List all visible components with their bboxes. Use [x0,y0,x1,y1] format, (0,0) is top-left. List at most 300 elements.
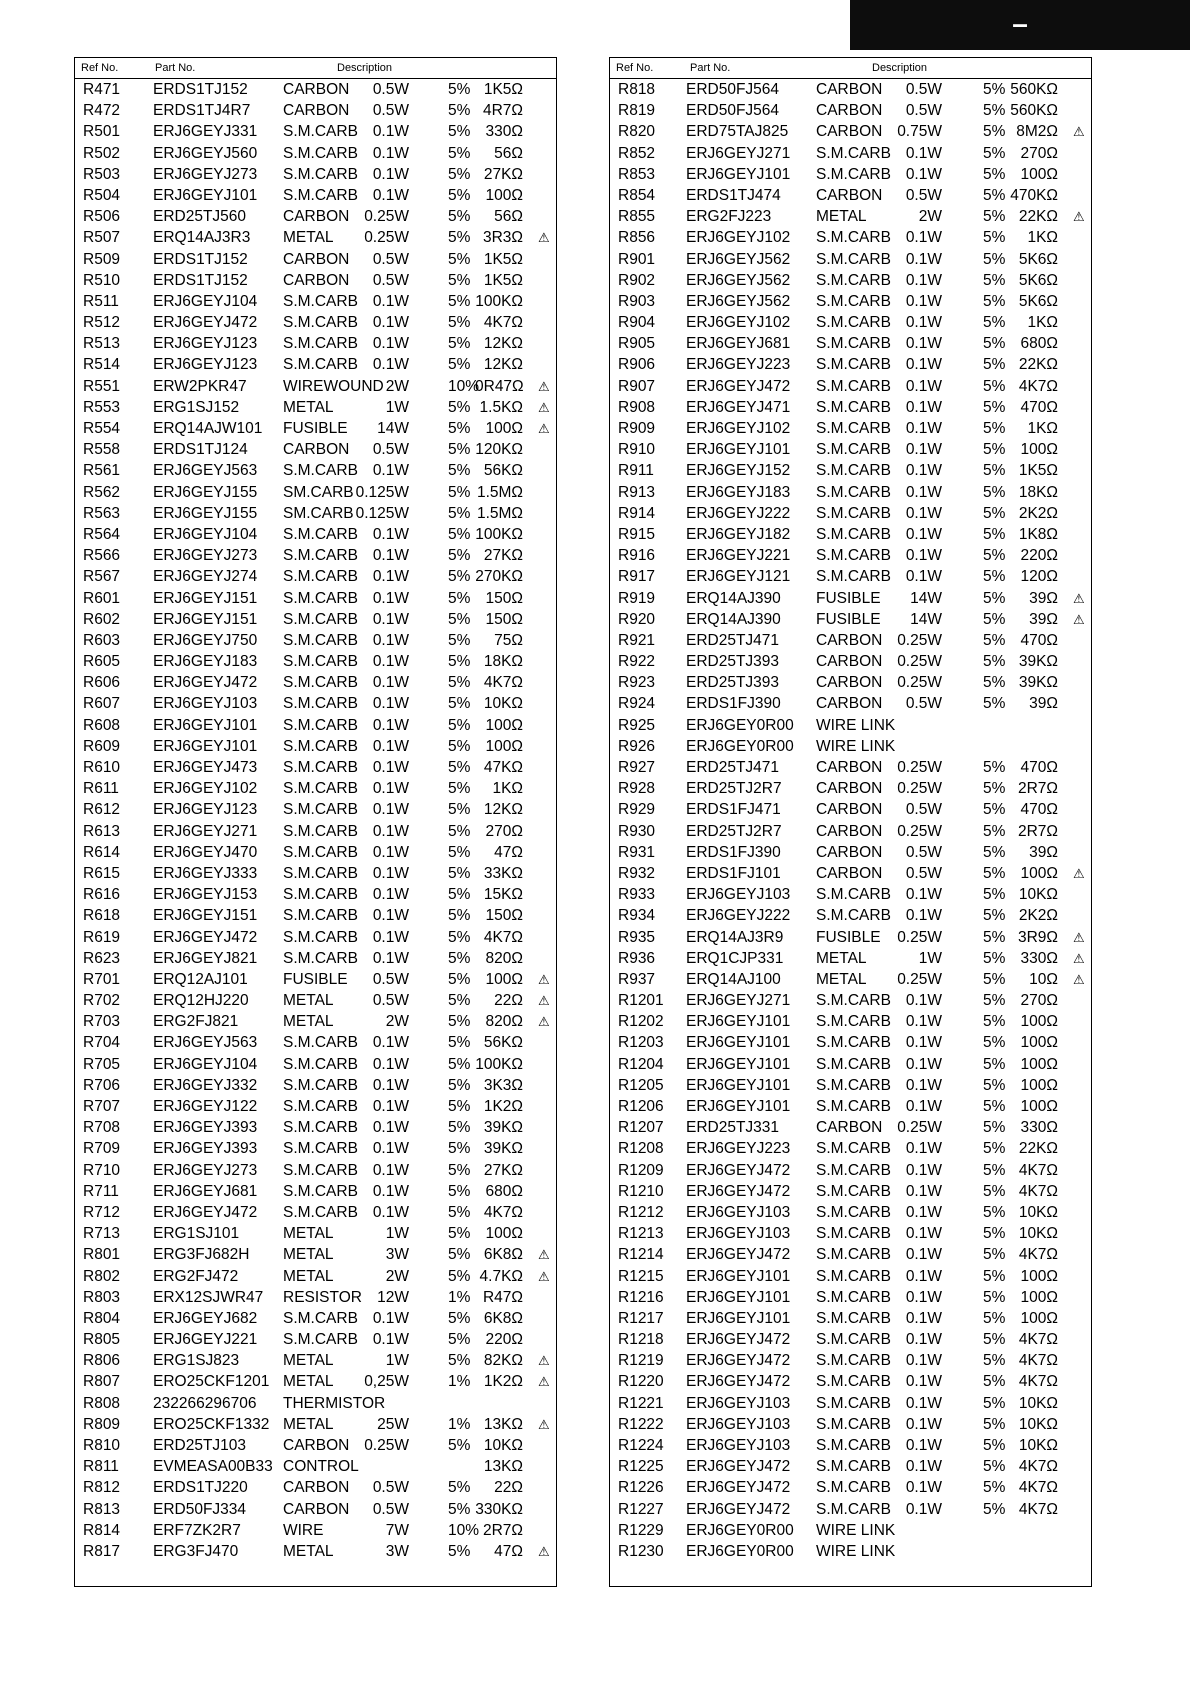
resistance-value: 4K7Ω [1018,1161,1058,1179]
tolerance: 5% [983,1309,1006,1327]
component-type: S.M.CARB [816,441,891,459]
table-row [75,693,556,714]
ref-no: R1206 [618,1098,664,1115]
resistance-value: 4K7Ω [1018,377,1058,395]
wattage: 0.1W [372,631,409,649]
component-type: METAL [816,949,867,967]
wattage: 0.1W [905,229,942,247]
resistance-value: 4K7Ω [1018,1373,1058,1391]
part-no: ERJ6GEYJ123 [153,801,258,819]
table-row [75,757,556,778]
component-type: S.M.CARB [283,716,358,734]
resistance-value: 5K6Ω [1018,292,1058,310]
ref-no: R915 [618,525,656,543]
table-row [610,736,1091,757]
part-no: ERG1SJ101 [153,1225,240,1243]
ref-no: R616 [83,886,121,904]
table-row [610,1350,1091,1371]
table-row [75,1054,556,1075]
component-type: S.M.CARB [816,1267,891,1285]
component-type: METAL [816,970,867,988]
resistance-value: 4K7Ω [483,928,523,946]
ref-no: R924 [618,695,656,713]
ref-no: R623 [83,949,121,967]
resistance-value: 10KΩ [1018,1437,1058,1454]
component-type: METAL [283,992,334,1010]
component-type: RESISTOR [283,1288,362,1306]
part-no: ERD25TJ103 [153,1437,247,1454]
component-type: S.M.CARB [816,1161,891,1179]
part-no: ERDS1FJ390 [686,843,781,861]
part-no: ERJ6GEY0R00 [686,737,794,755]
part-no: ERJ6GEYJ101 [153,186,258,204]
table-row [75,503,556,524]
component-type: S.M.CARB [816,144,891,162]
component-type: S.M.CARB [283,1182,358,1200]
resistance-value: 100Ω [485,1225,523,1243]
table-row [75,1414,556,1435]
tolerance: 5% [983,547,1006,565]
part-no: ERJ6GEYJ151 [153,907,258,925]
wattage: 0.1W [372,144,409,162]
table-row [75,1223,556,1244]
table-row [75,121,556,142]
part-no: ERDS1FJ471 [686,801,781,819]
wattage: 0.125W [355,483,409,501]
component-type: S.M.CARB [816,483,891,501]
component-type: CARBON [283,208,350,226]
part-no: ERJ6GEYJ472 [153,314,258,332]
tolerance: 5% [983,843,1006,861]
resistance-value: 100Ω [1020,1288,1058,1306]
tolerance: 5% [983,250,1006,268]
component-type: S.M.CARB [816,568,891,586]
table-row [75,927,556,948]
ref-no: R502 [83,144,121,162]
tolerance: 5% [448,610,471,628]
tolerance: 5% [983,1479,1006,1497]
table-row [610,1520,1091,1541]
ref-no: R504 [83,186,121,204]
wattage: 0.1W [372,335,409,353]
part-no: ERJ6GEYJ393 [153,1119,258,1137]
component-type: S.M.CARB [283,314,358,332]
ref-no: R925 [618,716,656,734]
ref-no: R930 [618,822,656,840]
resistance-value: 100Ω [485,737,523,755]
safety-warning-icon: ⚠ [1073,611,1085,627]
ref-no: R923 [618,674,656,692]
tolerance: 1% [448,1288,471,1306]
table-row [610,1266,1091,1287]
part-no: ERJ6GEYJ152 [686,462,791,480]
tolerance: 5% [448,949,471,967]
resistance-value: 1KΩ [1027,229,1058,247]
table-row [75,291,556,312]
table-row [610,1181,1091,1202]
component-type: S.M.CARB [816,1203,891,1221]
component-type: CARBON [816,822,883,840]
tolerance: 10% [448,1521,480,1539]
part-no: ERX12SJWR47 [153,1288,264,1306]
component-type: METAL [283,1267,334,1285]
safety-warning-icon: ⚠ [1073,124,1085,140]
resistance-value: 820Ω [485,1013,523,1031]
resistance-value: 330Ω [1020,949,1058,967]
component-type: METAL [283,398,334,416]
header-description: Description [872,62,928,74]
table-row [75,842,556,863]
safety-warning-icon: ⚠ [538,421,550,436]
wattage: 0.1W [372,822,409,840]
ref-no: R916 [618,547,656,565]
table-row [610,969,1091,990]
resistance-value: 4K7Ω [1018,1331,1058,1349]
table-row [610,164,1091,185]
component-type: S.M.CARB [283,843,358,861]
tolerance: 5% [448,1437,471,1454]
table-row [610,121,1091,142]
table-row [610,630,1091,651]
resistance-value: 100Ω [485,716,523,734]
table-body [610,79,1091,1562]
part-no: ERJ6GEYJ101 [686,441,791,459]
resistance-value: 4K7Ω [483,674,523,692]
ref-no: R710 [83,1161,121,1179]
tolerance: 5% [448,674,471,692]
resistance-value: 680Ω [485,1182,523,1200]
table-row [610,439,1091,460]
wattage: 2W [385,1267,409,1285]
resistance-value: 270Ω [1020,144,1058,162]
resistance-value: 100Ω [1020,1309,1058,1327]
component-type: S.M.CARB [283,780,358,798]
tolerance: 5% [448,1182,471,1200]
ref-no: R929 [618,801,656,819]
wattage: 0.25W [897,631,942,649]
part-no: ERJ6GEYJ101 [153,716,258,734]
part-no: ERJ6GEYJ102 [686,229,791,247]
ref-no: R711 [83,1182,119,1200]
resistance-value: 470KΩ [1010,186,1058,204]
part-no: ERDS1TJ220 [153,1479,248,1497]
tolerance: 5% [983,1140,1006,1158]
part-no: ERJ6GEYJ273 [153,547,258,565]
ref-no: R509 [83,250,121,268]
part-no: ERD25TJ2R7 [686,780,782,798]
tolerance: 5% [448,1098,471,1115]
wattage: 0.1W [905,1076,942,1094]
table-row [610,1329,1091,1350]
table-row [75,1266,556,1287]
ref-no: R703 [83,1013,121,1031]
part-no: ERJ6GEYJ563 [153,462,258,480]
part-no: ERQ14AJ390 [686,589,781,607]
part-no: ERJ6GEY0R00 [686,716,794,734]
wattage: 0.1W [905,250,942,268]
wattage: 0.1W [372,1309,409,1327]
component-type: S.M.CARB [283,144,358,162]
wattage: 0.1W [372,292,409,310]
part-no: ERJ6GEYJ393 [153,1140,258,1158]
part-no: ERJ6GEYJ102 [153,780,258,798]
component-type: S.M.CARB [283,589,358,607]
part-no: ERQ14AJ3R3 [153,229,251,247]
component-type: WIRE [283,1521,324,1539]
wattage: 0.1W [905,1437,942,1454]
resistance-value: 4R7Ω [482,102,523,120]
component-type: S.M.CARB [816,1500,891,1518]
component-type: FUSIBLE [816,589,881,607]
ref-no: R503 [83,165,121,183]
tolerance: 5% [983,314,1006,332]
wattage: 0.1W [372,737,409,755]
ref-no: R709 [83,1140,121,1158]
table-header [75,58,556,79]
component-type: METAL [283,1415,334,1433]
wattage: 0.1W [372,928,409,946]
component-type: SM.CARB [283,504,354,522]
ref-no: R902 [618,271,656,289]
table-row [610,227,1091,248]
part-no: ERJ6GEYJ472 [686,1479,791,1497]
ref-no: R1227 [618,1500,664,1518]
part-no: ERD50FJ334 [153,1500,247,1518]
tolerance: 5% [983,504,1006,522]
wattage: 14W [377,420,409,437]
wattage: 0.1W [905,1415,942,1433]
ref-no: R1229 [618,1521,664,1539]
ref-no: R813 [83,1500,121,1518]
tolerance: 5% [983,907,1006,925]
ref-no: R554 [83,420,121,437]
component-type: S.M.CARB [283,928,358,946]
table-row [610,1393,1091,1414]
table-row [610,1244,1091,1265]
resistance-value: 220Ω [1020,547,1058,565]
component-type: S.M.CARB [283,610,358,628]
table-row [610,185,1091,206]
resistance-value: 39KΩ [1018,674,1058,692]
resistance-value: 1.5MΩ [476,483,523,501]
resistance-value: 39Ω [1029,589,1058,607]
wattage: 1W [918,949,942,967]
component-type: METAL [283,1225,334,1243]
table-row [75,863,556,884]
tolerance: 5% [983,695,1006,713]
safety-warning-icon: ⚠ [538,399,550,415]
component-type: CARBON [283,271,350,289]
resistance-value: 1KΩ [1027,314,1058,332]
part-no: ERD25TJ560 [153,208,247,226]
tolerance: 5% [448,1013,471,1031]
page-tab-label: – [1012,8,1028,39]
resistance-value: 10KΩ [1018,886,1058,904]
ref-no: R914 [618,504,656,522]
resistance-value: 6K8Ω [483,1309,523,1327]
component-type: S.M.CARB [816,525,891,543]
part-no: ERD25TJ393 [686,674,780,692]
table-row [610,312,1091,333]
safety-warning-icon: ⚠ [1073,950,1085,966]
tolerance: 5% [448,123,471,141]
ref-no: R852 [618,144,656,162]
wattage: 0.125W [355,504,409,522]
wattage: 0.1W [905,398,942,416]
resistance-value: 330Ω [485,123,523,141]
resistance-value: 22Ω [494,1479,523,1497]
component-type: CARBON [816,81,883,98]
resistance-value: 4K7Ω [1018,1479,1058,1497]
safety-warning-icon: ⚠ [1073,865,1085,881]
safety-warning-icon: ⚠ [538,378,550,394]
ref-no: R1216 [618,1288,664,1306]
tolerance: 5% [448,229,471,247]
part-no: ERJ6GEYJ104 [153,292,258,310]
part-no: ERJ6GEYJ821 [153,949,258,967]
ref-no: R563 [83,504,121,522]
table-row [75,588,556,609]
ref-no: R501 [83,123,121,141]
wattage: 0.1W [905,1098,942,1115]
ref-no: R853 [618,165,656,183]
part-no: ERJ6GEYJ101 [686,1055,791,1073]
wattage: 0.1W [372,186,409,204]
wattage: 0.1W [905,525,942,543]
ref-no: R909 [618,420,656,437]
ref-no: R561 [83,462,121,480]
tolerance: 5% [448,1331,471,1349]
tolerance: 5% [448,81,471,98]
header-ref: Ref No. [81,62,119,74]
tolerance: 5% [983,992,1006,1010]
tolerance: 5% [983,1331,1006,1349]
resistance-value: 10KΩ [1018,1415,1058,1433]
ref-no: R920 [618,610,656,628]
tolerance: 5% [448,314,471,332]
part-no: ERF7ZK2R7 [153,1521,241,1539]
part-no: EVMEASA00B33 [153,1458,273,1476]
component-type: S.M.CARB [283,1203,358,1221]
table-body [75,79,556,1562]
component-type: S.M.CARB [283,653,358,671]
resistance-value: 4K7Ω [1018,1182,1058,1200]
component-type: S.M.CARB [816,1013,891,1031]
tolerance: 5% [448,1076,471,1094]
ref-no: R856 [618,229,656,247]
ref-no: R1222 [618,1415,664,1433]
ref-no: R610 [83,759,121,776]
table-row [75,545,556,566]
table-row [610,948,1091,969]
resistance-value: 10KΩ [1018,1394,1058,1412]
wattage: 0.5W [905,695,942,713]
tolerance: 5% [983,1055,1006,1073]
resistance-value: 47KΩ [483,759,523,776]
tolerance: 5% [448,801,471,819]
ref-no: R854 [618,186,656,204]
component-type: METAL [283,1542,334,1560]
ref-no: R1225 [618,1458,664,1476]
component-type: S.M.CARB [283,907,358,925]
resistance-value: 10KΩ [483,695,523,713]
component-type: CARBON [816,801,883,819]
ref-no: R818 [618,81,656,98]
ref-no: R1214 [618,1246,664,1264]
ref-no: R513 [83,335,121,353]
tolerance: 5% [448,504,471,522]
wattage: 0.25W [897,759,942,776]
wattage: 0.5W [372,250,409,268]
tolerance: 5% [983,377,1006,395]
ref-no: R708 [83,1119,121,1137]
ref-no: R1218 [618,1331,664,1349]
component-type: S.M.CARB [283,356,358,374]
tolerance: 5% [983,589,1006,607]
wattage: 0.1W [905,1331,942,1349]
resistance-value: 75Ω [494,631,523,649]
wattage: 3W [385,1246,409,1264]
resistance-value: 1K5Ω [483,250,523,268]
component-type: S.M.CARB [816,1415,891,1433]
tolerance: 5% [983,1267,1006,1285]
tolerance: 5% [983,1076,1006,1094]
tolerance: 5% [983,1119,1006,1137]
part-no: ERJ6GEYJ271 [153,822,258,840]
resistance-value: 100Ω [1020,1076,1058,1094]
part-no: ERDS1FJ390 [686,695,781,713]
table-row [610,1117,1091,1138]
resistance-value: 220Ω [485,1331,523,1349]
tolerance: 5% [448,907,471,925]
part-no: ERJ6GEYJ104 [153,525,258,543]
resistance-value: 39KΩ [483,1119,523,1137]
wattage: 0.5W [905,102,942,120]
part-no: ERJ6GEYJ472 [153,928,258,946]
resistance-value: 2R7Ω [1017,822,1058,840]
wattage: 0.1W [905,1352,942,1370]
ref-no: R1212 [618,1203,664,1221]
wattage: 0.5W [372,1479,409,1497]
ref-no: R603 [83,631,121,649]
tolerance: 5% [983,1246,1006,1264]
part-no: ERJ6GEYJ331 [153,123,258,141]
table-row [75,1011,556,1032]
part-no: ERJ6GEYJ122 [153,1098,258,1115]
part-no: ERDS1TJ152 [153,271,248,289]
part-no: ERDS1TJ474 [686,186,781,204]
ref-no: R1221 [618,1394,664,1412]
ref-no: R611 [83,780,119,798]
table-row [75,185,556,206]
resistance-value: 100Ω [485,420,523,437]
wattage: 0.25W [364,1437,409,1454]
table-row [75,884,556,905]
part-no: ERW2PKR47 [153,377,247,395]
table-row [75,354,556,375]
tolerance: 5% [983,1098,1006,1115]
table-row [610,397,1091,418]
component-type: WIRE LINK [816,1542,896,1560]
ref-no: R933 [618,886,656,904]
tolerance: 5% [448,1309,471,1327]
wattage: 0.1W [372,1182,409,1200]
wattage: 0.1W [905,1225,942,1243]
ref-no: R820 [618,123,656,141]
part-no: ERJ6GEYJ103 [686,1437,791,1454]
wattage: 0.1W [905,1182,942,1200]
wattage: 0.1W [372,843,409,861]
